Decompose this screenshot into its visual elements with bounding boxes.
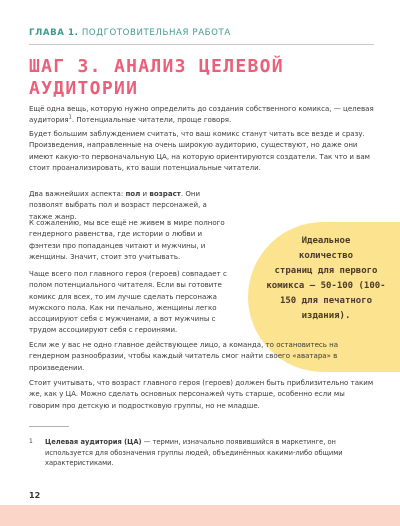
aspects-text-b: . Они позволят выбрать пол и возраст персонажей, а также жанр. <box>29 189 207 221</box>
page-number: 12 <box>29 491 41 500</box>
aspect-age: возраст <box>149 189 181 198</box>
section-title-line-1: ШАГ 3. АНАЛИЗ ЦЕЛЕВОЙ <box>29 56 284 77</box>
footnote-divider <box>29 426 69 427</box>
footnote <box>29 437 374 469</box>
paragraph-hero-age: Стоит учитывать, что возраст главного героя (героев) должен быть приблизительно таким же, как у ЦА. Можно сделать основных персонажей чуть старше, особенно если мы говорим про детскую и подростковую группы, но не младше. <box>29 378 374 410</box>
callout-line: 150 для печатного <box>279 296 373 306</box>
aspect-gender: пол <box>125 189 141 198</box>
section-title-line-2: АУДИТОРИИ <box>29 78 139 99</box>
paragraph-intro-text-b: . Потенциальные читатели, проще говоря. <box>71 115 232 125</box>
callout-tip <box>262 234 390 324</box>
paragraph-intro <box>29 103 374 126</box>
paragraph-team: Если же у вас не одно главное действующее лицо, а команда, то остановитесь на гендерном разнообразии, чтобы каждый читатель смог найти своего «аватара» в произведении. <box>29 340 339 372</box>
chapter-number: ГЛАВА 1. <box>29 28 79 38</box>
footnote-term: Целевая аудитория (ЦА) <box>45 438 142 446</box>
aspects-and: и <box>140 189 150 198</box>
footnote-number: 1 <box>29 438 33 445</box>
header-divider <box>29 44 374 45</box>
footnote-ref: 1 <box>68 114 72 121</box>
callout-line: количество <box>298 251 354 261</box>
footnote-text: — термин, изначально появившийся в маркетинге, он используется для обозначения группы людей, объединённых какими-либо общими характеристиками. <box>45 438 343 467</box>
callout-line: Идеальное <box>301 236 351 246</box>
page-footer-band <box>0 505 400 526</box>
paragraph-misconception: Будет большим заблуждением считать, что ваш комикс станут читать все везде и сразу. Произведения, направленные на очень широкую аудиторию, существуют, но даже они имеют какую-то первоначальную ЦА, на которую ориентируются создатели. Так что и вам стоит проанализировать, кто ваши потенциальные читатели. <box>29 129 370 172</box>
aspects-text-a: Два важнейших аспекта: <box>29 189 126 198</box>
chapter-title: ПОДГОТОВИТЕЛЬНАЯ РАБОТА <box>81 28 231 38</box>
callout-line: издания). <box>301 311 351 321</box>
section-title <box>29 56 374 100</box>
paragraph-gender-equality: К сожалению, мы все ещё не живем в мире полного гендерного равенства, где истории о любви и фэнтези про попаданцев читают и мужчины, и женщины. Значит, стоит это учитывать. <box>29 218 225 261</box>
callout-line: страниц для первого <box>274 266 378 276</box>
paragraph-hero-gender: Чаще всего пол главного героя (героев) совпадает с полом потенциального читателя. Если вы готовите комикс для всех, то им лучше сделать персонажа мужского пола. Как ни печально, женщины легко ассоциируют себя с мужчинами, а вот мужчины с трудом ассоциируют себя с героинями. <box>29 269 227 335</box>
callout-line: комикса — 50-100 (100- <box>266 281 386 291</box>
paragraph-intro-text-a: Ещё одна вещь, которую нужно определить до создания собственного комикса, — целевая аудитория <box>29 104 374 125</box>
running-header <box>29 28 374 38</box>
